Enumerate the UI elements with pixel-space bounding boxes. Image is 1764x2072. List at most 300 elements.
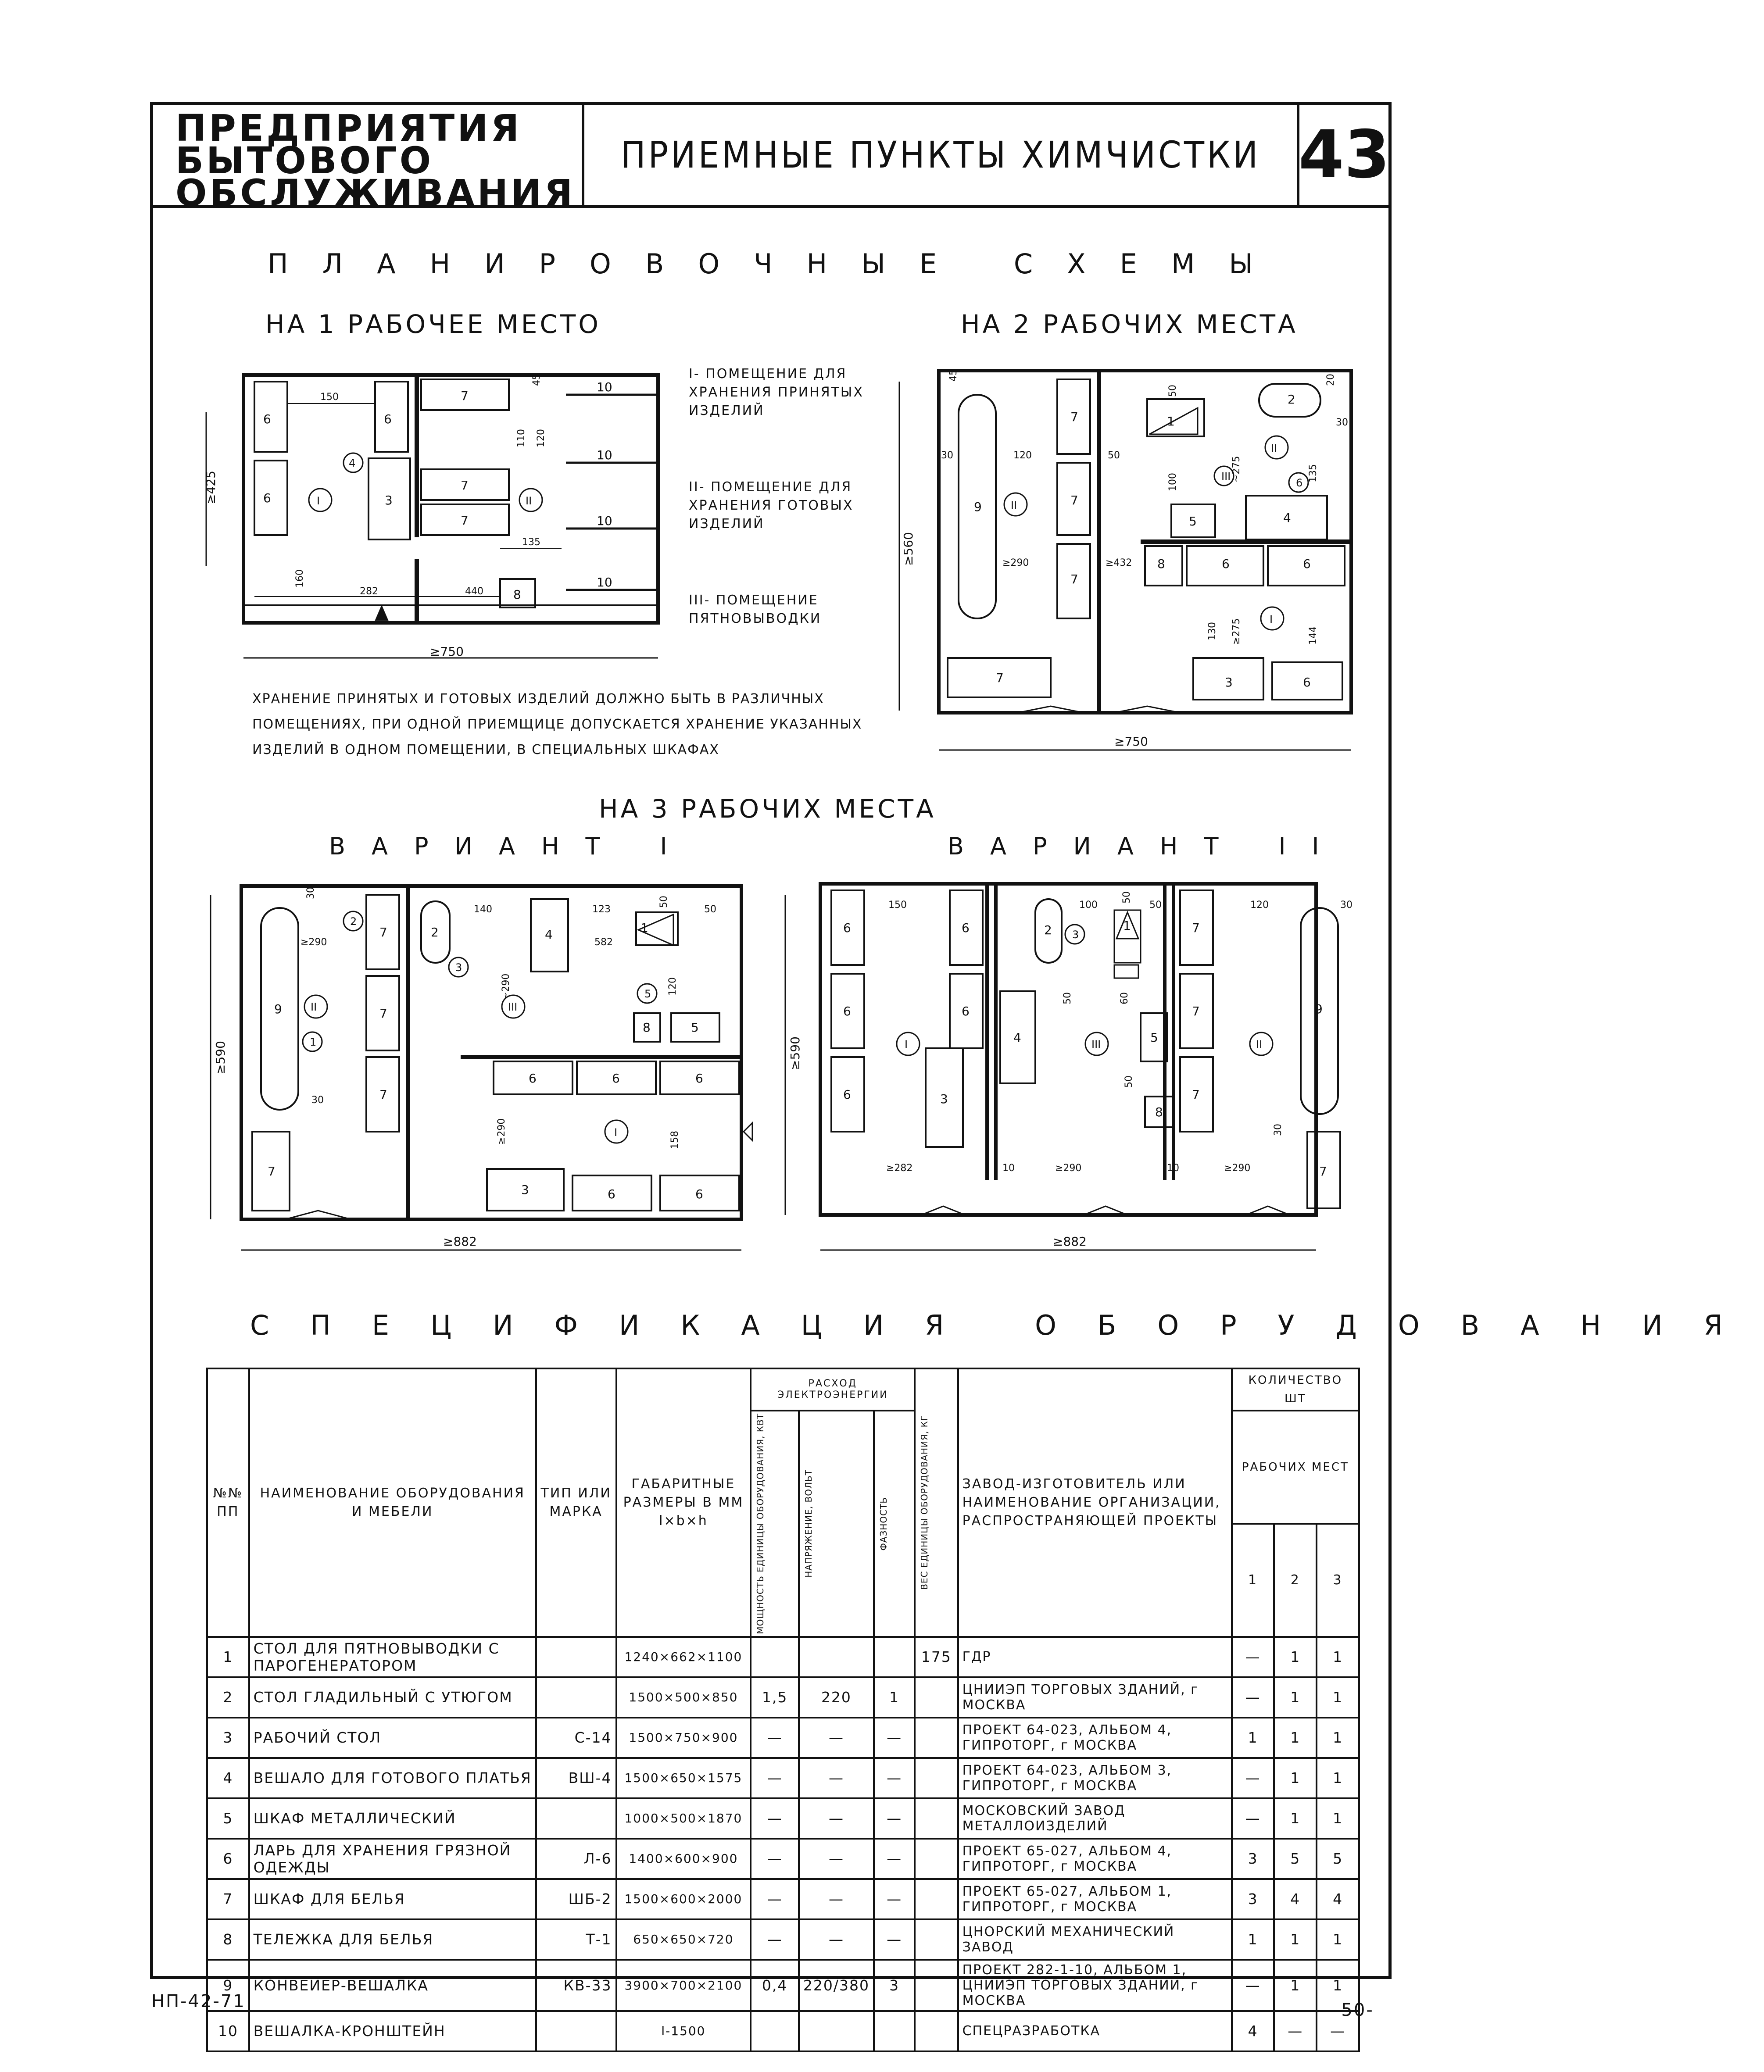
cell-maker: МОСКОВСКИЙ ЗАВОД МЕТАЛЛОИЗДЕЛИЙ <box>958 1798 1232 1839</box>
svg-text:3: 3 <box>940 1092 948 1106</box>
plan4-dim-10: 10 <box>1002 1163 1015 1174</box>
cell-name: СТОЛ ДЛЯ ПЯТНОВЫВОДКИ С ПАРОГЕНЕРАТОРОМ <box>249 1637 536 1677</box>
plan2-dim-135: 135 <box>1308 464 1319 482</box>
cell-q1: 3 <box>1232 1839 1274 1879</box>
svg-text:7: 7 <box>461 389 469 403</box>
svg-text:7: 7 <box>379 1006 387 1021</box>
cell-dims: 1240×662×1100 <box>616 1637 751 1677</box>
svg-text:6: 6 <box>1296 477 1303 489</box>
plan1-dim-135: 135 <box>522 537 540 548</box>
cell-dims: 650×650×720 <box>616 1919 751 1960</box>
plan1-dim-120: 120 <box>536 429 547 447</box>
page-number: -50- <box>1334 2000 1374 2020</box>
plan4-dim-10b: 10 <box>1167 1163 1179 1174</box>
svg-text:8: 8 <box>1157 557 1165 571</box>
plan2-dim-120: 120 <box>1013 450 1032 461</box>
cell-q2: 5 <box>1274 1839 1317 1879</box>
col-num: №№ ПП <box>207 1368 249 1637</box>
cell-name: ШКАФ ДЛЯ БЕЛЬЯ <box>249 1879 536 1919</box>
svg-text:2: 2 <box>431 925 439 940</box>
cell-maker: ПРОЕКТ 64-023, АЛЬБОМ 4, ГИПРОТОРГ, г МОСКВА <box>958 1718 1232 1758</box>
svg-text:5: 5 <box>1150 1030 1158 1045</box>
svg-text:7: 7 <box>1319 1164 1327 1179</box>
cell-power: 1,5 <box>751 1677 799 1718</box>
svg-text:1: 1 <box>1167 414 1175 429</box>
table-row <box>207 1919 1359 1960</box>
svg-text:6: 6 <box>384 412 392 426</box>
cell-n: 7 <box>207 1879 249 1919</box>
cell-q3: 1 <box>1317 1637 1359 1677</box>
svg-text:4: 4 <box>1283 511 1291 525</box>
svg-text:7: 7 <box>379 1087 387 1102</box>
svg-text:1: 1 <box>310 1036 317 1048</box>
cell-type: ВШ-4 <box>536 1758 616 1798</box>
spec-table <box>206 1368 1360 2052</box>
plan3-dim-290v: ~290 <box>501 973 512 1000</box>
plan4-dim-60: 60 <box>1119 992 1130 1004</box>
cell-power: — <box>751 1879 799 1919</box>
plan4-dim-50d: 50 <box>1124 1075 1134 1088</box>
cell-q1: 3 <box>1232 1879 1274 1919</box>
cell-phase: — <box>874 1718 915 1758</box>
plan3-dim-50: 50 <box>658 896 669 908</box>
svg-text:4: 4 <box>1013 1030 1021 1045</box>
plan1-dim-282: 282 <box>360 586 378 597</box>
svg-text:7: 7 <box>1192 921 1200 935</box>
plan3-dim-158: 158 <box>669 1131 680 1149</box>
cell-type <box>536 1677 616 1718</box>
cell-volt: — <box>799 1839 874 1879</box>
svg-text:7: 7 <box>996 671 1004 685</box>
plan4-dim-100: 100 <box>1079 900 1098 911</box>
svg-text:4: 4 <box>545 927 553 942</box>
svg-text:7: 7 <box>268 1164 276 1179</box>
col-dims-formula: l×b×h <box>659 1513 708 1529</box>
col-power-group: РАСХОД ЭЛЕКТРОЭНЕРГИИ <box>751 1368 915 1411</box>
cell-dims: 1500×500×850 <box>616 1677 751 1718</box>
plan3-dim-290: ≥290 <box>301 937 327 948</box>
col-type: ТИП ИЛИ МАРКА <box>536 1368 616 1637</box>
cell-q1: — <box>1232 1677 1274 1718</box>
svg-text:7: 7 <box>1070 410 1078 424</box>
svg-text:5: 5 <box>644 988 651 1000</box>
cell-dims: 1400×600×900 <box>616 1839 751 1879</box>
legend-i-text: ПОМЕЩЕНИЕ ДЛЯ ХРАНЕНИЯ ПРИНЯТЫХ ИЗДЕЛИЙ <box>689 366 864 418</box>
plan-1-drawing <box>202 360 684 675</box>
svg-text:3: 3 <box>455 961 462 974</box>
cell-name: РАБОЧИЙ СТОЛ <box>249 1718 536 1758</box>
cell-phase <box>874 1637 915 1677</box>
cell-q2: 1 <box>1274 1798 1317 1839</box>
svg-text:I: I <box>1270 613 1273 625</box>
cell-phase: — <box>874 1919 915 1960</box>
svg-text:I: I <box>614 1126 618 1139</box>
cell-q2: 4 <box>1274 1879 1317 1919</box>
legend-iii-num: III- <box>689 593 711 608</box>
svg-text:6: 6 <box>695 1187 703 1201</box>
svg-text:I: I <box>905 1038 908 1050</box>
cell-type <box>536 2011 616 2051</box>
table-row <box>207 1758 1359 1798</box>
svg-text:6: 6 <box>962 921 970 935</box>
cell-dims: 1500×750×900 <box>616 1718 751 1758</box>
plan2-dim-130: 130 <box>1207 622 1218 640</box>
plan4-dim-50c: 50 <box>1062 992 1073 1004</box>
plan-2-title: НА 2 РАБОЧИХ МЕСТА <box>961 309 1298 339</box>
plan-4-drawing <box>781 873 1369 1268</box>
cell-maker: ЦНОРСКИЙ МЕХАНИЧЕСКИЙ ЗАВОД <box>958 1919 1232 1960</box>
cell-power <box>751 2011 799 2051</box>
cell-weight <box>915 1677 958 1718</box>
cell-n: 6 <box>207 1839 249 1879</box>
cell-power: — <box>751 1718 799 1758</box>
cell-volt: 220/380 <box>799 1960 874 2011</box>
page-title: ПРИЕМНЫЕ ПУНКТЫ ХИМЧИСТКИ <box>620 133 1261 176</box>
cell-q3: 1 <box>1317 1798 1359 1839</box>
plans-section-title: ПЛАНИРОВОЧНЫЕ СХЕМЫ <box>268 248 1288 280</box>
svg-text:3: 3 <box>1225 675 1233 689</box>
svg-text:5: 5 <box>1189 514 1197 529</box>
plan4-dim-150: 150 <box>888 900 907 911</box>
cell-weight <box>915 1758 958 1798</box>
svg-text:9: 9 <box>1315 1002 1323 1016</box>
svg-text:6: 6 <box>263 491 271 505</box>
svg-text:4: 4 <box>349 457 356 469</box>
plan-3-title: НА 3 РАБОЧИХ МЕСТА <box>599 794 936 824</box>
cell-type <box>536 1637 616 1677</box>
cell-maker: ПРОЕКТ 64-023, АЛЬБОМ 3, ГИПРОТОРГ, г МОСКВА <box>958 1758 1232 1798</box>
cell-q2: 1 <box>1274 1758 1317 1798</box>
cell-n: 1 <box>207 1637 249 1677</box>
cell-weight <box>915 1879 958 1919</box>
cell-q3: 4 <box>1317 1879 1359 1919</box>
cell-maker: ЦНИИЭП ТОРГОВЫХ ЗДАНИЙ, г МОСКВА <box>958 1677 1232 1718</box>
plan2-dim-100: 100 <box>1167 473 1178 491</box>
svg-text:II: II <box>1011 499 1017 511</box>
plan1-dim-width: ≥750 <box>430 644 464 659</box>
cell-name: ТЕЛЕЖКА ДЛЯ БЕЛЬЯ <box>249 1919 536 1960</box>
svg-text:2: 2 <box>1044 923 1052 937</box>
cell-maker: СПЕЦРАЗРАБОТКА <box>958 2011 1232 2051</box>
svg-text:8: 8 <box>1155 1105 1163 1119</box>
svg-text:6: 6 <box>1303 675 1311 689</box>
cell-n: 10 <box>207 2011 249 2051</box>
variant-1-title: ВАРИАНТ I <box>329 832 694 860</box>
svg-text:7: 7 <box>379 925 387 940</box>
col-power: МОЩНОСТЬ ЕДИНИЦЫ ОБОРУДОВАНИЯ, КВТ <box>751 1411 799 1637</box>
plan4-dim-120: 120 <box>1250 900 1269 911</box>
legend-ii <box>689 478 886 533</box>
cell-phase: 3 <box>874 1960 915 2011</box>
svg-text:II: II <box>1271 442 1277 454</box>
cell-power: — <box>751 1919 799 1960</box>
plan4-dim-height: ≥590 <box>788 1036 802 1070</box>
svg-text:10: 10 <box>597 514 612 528</box>
cell-q3: 1 <box>1317 1919 1359 1960</box>
svg-text:7: 7 <box>1070 493 1078 507</box>
legend-iii-text: ПОМЕЩЕНИЕ ПЯТНОВЫВОДКИ <box>689 593 822 626</box>
cell-weight <box>915 1798 958 1839</box>
cell-phase: 1 <box>874 1677 915 1718</box>
spec-section-title: СПЕЦИФИКАЦИЯ ОБОРУДОВАНИЯ <box>250 1309 1764 1341</box>
plan4-dim-30b: 30 <box>1273 1124 1284 1136</box>
cell-n: 2 <box>207 1677 249 1718</box>
table-row <box>207 1798 1359 1839</box>
cell-n: 5 <box>207 1798 249 1839</box>
cell-type: Л-6 <box>536 1839 616 1879</box>
plan4-dim-50b: 50 <box>1149 900 1162 911</box>
col-q2: 2 <box>1274 1524 1317 1637</box>
svg-text:7: 7 <box>1192 1004 1200 1018</box>
org-line-2: БЫТОВОГО <box>175 139 434 182</box>
col-q3: 3 <box>1317 1524 1359 1637</box>
org-line-3: ОБСЛУЖИВАНИЯ <box>175 171 576 214</box>
table-row <box>207 2011 1359 2051</box>
storage-note: ХРАНЕНИЕ ПРИНЯТЫХ И ГОТОВЫХ ИЗДЕЛИЙ ДОЛЖНО БЫТЬ В РАЗЛИЧНЫХ ПОМЕЩЕНИЯХ, ПРИ ОДНОЙ ПРИЕМЩИЦЕ ДОПУСКАЕТСЯ ХРАНЕНИЕ УКАЗАННЫХ ИЗДЕЛИЙ В ОДНОМ ПОМЕЩЕНИИ, В СПЕЦИАЛЬНЫХ ШКАФАХ <box>252 691 862 757</box>
cell-dims: l-1500 <box>616 2011 751 2051</box>
cell-dims: 3900×700×2100 <box>616 1960 751 2011</box>
plan1-dim-160: 160 <box>294 569 305 588</box>
cell-maker: ГДР <box>958 1637 1232 1677</box>
plan1-dim-150: 150 <box>320 392 339 403</box>
svg-text:6: 6 <box>612 1071 620 1086</box>
sheet-number: 43 <box>1298 117 1390 193</box>
legend-ii-num: II- <box>689 479 705 495</box>
cell-q2: 1 <box>1274 1718 1317 1758</box>
cell-q1: — <box>1232 1960 1274 2011</box>
legend-iii <box>689 591 886 628</box>
cell-q1: 1 <box>1232 1718 1274 1758</box>
cell-maker: ПРОЕКТ 282-1-10, АЛЬБОМ 1, ЦНИИЭП ТОРГОВЫХ ЗДАНИЙ, г МОСКВА <box>958 1960 1232 2011</box>
cell-volt: — <box>799 1919 874 1960</box>
col-voltage: НАПРЯЖЕНИЕ, ВОЛЬТ <box>799 1411 874 1637</box>
svg-text:10: 10 <box>597 575 612 589</box>
cell-type: КВ-33 <box>536 1960 616 2011</box>
cell-power: 0,4 <box>751 1960 799 2011</box>
svg-text:III: III <box>1221 470 1231 482</box>
col-dims <box>616 1368 751 1637</box>
plan4-dim-290: ≥290 <box>1055 1163 1082 1174</box>
cell-volt: — <box>799 1718 874 1758</box>
cell-q3: 1 <box>1317 1758 1359 1798</box>
plan-2-drawing <box>895 360 1386 776</box>
plan2-dim-width: ≥750 <box>1114 734 1148 749</box>
col-q1: 1 <box>1232 1524 1274 1637</box>
plan3-dim-30b: 30 <box>311 1095 324 1106</box>
legend-i-num: I- <box>689 366 700 382</box>
plan3-dim-290b: ≥290 <box>496 1118 507 1145</box>
plan3-dim-30: 30 <box>305 887 316 899</box>
plan1-dim-110: 110 <box>516 429 527 447</box>
cell-q2: 1 <box>1274 1919 1317 1960</box>
cell-phase: — <box>874 1798 915 1839</box>
cell-q3: 1 <box>1317 1960 1359 2011</box>
plan2-dim-30: 30 <box>941 450 953 461</box>
table-row <box>207 1960 1359 2011</box>
cell-weight <box>915 2011 958 2051</box>
plan3-dim-120: 120 <box>667 977 678 996</box>
svg-text:III: III <box>508 1001 518 1013</box>
plan2-dim-45: 45 <box>948 369 959 382</box>
plan3-dim-height: ≥590 <box>213 1041 228 1075</box>
svg-text:3: 3 <box>385 493 393 507</box>
cell-power <box>751 1637 799 1677</box>
svg-text:8: 8 <box>643 1020 651 1035</box>
svg-text:II: II <box>311 1001 317 1013</box>
cell-volt: — <box>799 1879 874 1919</box>
plan2-dim-20: 20 <box>1325 374 1336 386</box>
plan3-dim-582: 582 <box>594 937 613 948</box>
plan2-dim-height: ≥560 <box>901 532 916 566</box>
cell-q3: 1 <box>1317 1677 1359 1718</box>
cell-weight <box>915 1919 958 1960</box>
cell-weight <box>915 1718 958 1758</box>
legend-ii-text: ПОМЕЩЕНИЕ ДЛЯ ХРАНЕНИЯ ГОТОВЫХ ИЗДЕЛИЙ <box>689 479 854 532</box>
cell-n: 4 <box>207 1758 249 1798</box>
cell-maker: ПРОЕКТ 65-027, АЛЬБОМ 4, ГИПРОТОРГ, г МОСКВА <box>958 1839 1232 1879</box>
svg-text:6: 6 <box>1222 557 1230 571</box>
cell-power: — <box>751 1798 799 1839</box>
plan3-dim-123: 123 <box>592 904 611 915</box>
svg-text:9: 9 <box>274 1002 282 1016</box>
col-weight: ВЕС ЕДИНИЦЫ ОБОРУДОВАНИЯ, КГ <box>915 1368 958 1637</box>
plan4-dim-50: 50 <box>1121 891 1132 904</box>
svg-text:7: 7 <box>1192 1087 1200 1102</box>
plan3-dim-50b: 50 <box>704 904 716 915</box>
table-row <box>207 1677 1359 1718</box>
plan2-dim-50: 50 <box>1108 450 1120 461</box>
cell-dims: 1000×500×1870 <box>616 1798 751 1839</box>
cell-q3: — <box>1317 2011 1359 2051</box>
table-row <box>207 1879 1359 1919</box>
svg-text:10: 10 <box>597 448 612 462</box>
plan-3-drawing <box>206 873 759 1285</box>
col-maker: ЗАВОД-ИЗГОТОВИТЕЛЬ ИЛИ НАИМЕНОВАНИЕ ОРГАНИЗАЦИИ, РАСПРОСТРАНЯЮЩЕЙ ПРОЕКТЫ <box>958 1368 1232 1637</box>
cell-volt: — <box>799 1798 874 1839</box>
cell-power: — <box>751 1758 799 1798</box>
plan3-dim-140: 140 <box>474 904 492 915</box>
plan1-dim-45: 45 <box>531 374 542 386</box>
svg-text:6: 6 <box>962 1004 970 1018</box>
cell-type: Т-1 <box>536 1919 616 1960</box>
svg-text:3: 3 <box>521 1182 529 1197</box>
cell-power: — <box>751 1839 799 1879</box>
cell-dims: 1500×650×1575 <box>616 1758 751 1798</box>
cell-phase: — <box>874 1879 915 1919</box>
cell-type: ШБ-2 <box>536 1879 616 1919</box>
table-row <box>207 1839 1359 1879</box>
cell-phase: — <box>874 1839 915 1879</box>
svg-text:1: 1 <box>1123 918 1131 933</box>
org-line-1: ПРЕДПРИЯТИЯ <box>175 107 522 150</box>
cell-q2: 1 <box>1274 1637 1317 1677</box>
svg-text:3: 3 <box>1072 929 1079 941</box>
cell-q1: 4 <box>1232 2011 1274 2051</box>
plan2-dim-30b: 30 <box>1336 417 1348 428</box>
svg-text:6: 6 <box>529 1071 537 1086</box>
cell-q2: 1 <box>1274 1677 1317 1718</box>
cell-type <box>536 1798 616 1839</box>
svg-text:6: 6 <box>263 412 271 426</box>
svg-text:2: 2 <box>1288 392 1295 407</box>
cell-q3: 1 <box>1317 1718 1359 1758</box>
svg-text:2: 2 <box>350 915 357 928</box>
document-code: НП-42-71 <box>151 1991 246 2011</box>
col-qty-group: КОЛИЧЕСТВО ШТ <box>1232 1368 1359 1411</box>
cell-name: ШКАФ МЕТАЛЛИЧЕСКИЙ <box>249 1798 536 1839</box>
col-name: НАИМЕНОВАНИЕ ОБОРУДОВАНИЯ И МЕБЕЛИ <box>249 1368 536 1637</box>
svg-text:6: 6 <box>695 1071 703 1086</box>
cell-phase: — <box>874 1758 915 1798</box>
svg-text:7: 7 <box>461 513 469 528</box>
cell-volt: — <box>799 1758 874 1798</box>
cell-maker: ПРОЕКТ 65-027, АЛЬБОМ 1, ГИПРОТОРГ, г МОСКВА <box>958 1879 1232 1919</box>
svg-text:5: 5 <box>691 1020 699 1035</box>
col-phase: ФАЗНОСТЬ <box>874 1411 915 1637</box>
cell-phase <box>874 2011 915 2051</box>
cell-q1: 1 <box>1232 1919 1274 1960</box>
svg-text:1: 1 <box>640 921 648 935</box>
cell-volt <box>799 1637 874 1677</box>
svg-text:6: 6 <box>843 921 851 935</box>
cell-weight <box>915 1960 958 2011</box>
variant-2-title: ВАРИАНТ II <box>948 832 1345 860</box>
cell-n: 8 <box>207 1919 249 1960</box>
col-qty-sub: РАБОЧИХ МЕСТ <box>1232 1411 1359 1524</box>
svg-text:III: III <box>1091 1038 1101 1050</box>
svg-text:7: 7 <box>1070 572 1078 586</box>
cell-name: КОНВЕЙЕР-ВЕШАЛКА <box>249 1960 536 2011</box>
cell-n: 3 <box>207 1718 249 1758</box>
cell-volt: 220 <box>799 1677 874 1718</box>
plan1-dim-height: ≥425 <box>204 471 218 504</box>
cell-volt <box>799 2011 874 2051</box>
svg-text:I: I <box>317 495 320 507</box>
cell-name: ВЕШАЛКА-КРОНШТЕЙН <box>249 2011 536 2051</box>
cell-q1: — <box>1232 1637 1274 1677</box>
cell-q2: — <box>1274 2011 1317 2051</box>
svg-text:6: 6 <box>843 1087 851 1102</box>
svg-text:8: 8 <box>513 587 521 602</box>
svg-text:6: 6 <box>608 1187 615 1201</box>
cell-q1: — <box>1232 1758 1274 1798</box>
svg-text:II: II <box>1256 1038 1263 1050</box>
plan2-dim-275b: ≥275 <box>1231 618 1242 645</box>
plan3-dim-width: ≥882 <box>443 1234 477 1249</box>
cell-n: 9 <box>207 1960 249 2011</box>
svg-text:7: 7 <box>461 478 469 493</box>
cell-weight: 175 <box>915 1637 958 1677</box>
table-row <box>207 1637 1359 1677</box>
svg-text:II: II <box>526 495 532 507</box>
plan2-dim-144: 144 <box>1308 626 1319 645</box>
plan2-dim-275: ~275 <box>1231 456 1242 482</box>
cell-name: СТОЛ ГЛАДИЛЬНЫЙ С УТЮГОМ <box>249 1677 536 1718</box>
cell-dims: 1500×600×2000 <box>616 1879 751 1919</box>
cell-q2: 1 <box>1274 1960 1317 2011</box>
plan2-dim-432: ≥432 <box>1106 557 1132 568</box>
cell-name: ВЕШАЛО ДЛЯ ГОТОВОГО ПЛАТЬЯ <box>249 1758 536 1798</box>
plan4-dim-width: ≥882 <box>1053 1234 1087 1249</box>
col-dims-label: ГАБАРИТНЫЕ РАЗМЕРЫ В ММ <box>623 1476 744 1510</box>
table-row <box>207 1718 1359 1758</box>
plan2-dim-290: ≥290 <box>1002 557 1029 568</box>
cell-type: С-14 <box>536 1718 616 1758</box>
plan4-dim-282: ≥282 <box>886 1163 913 1174</box>
plan4-dim-30: 30 <box>1340 900 1353 911</box>
cell-name: ЛАРЬ ДЛЯ ХРАНЕНИЯ ГРЯЗНОЙ ОДЕЖДЫ <box>249 1839 536 1879</box>
svg-text:6: 6 <box>843 1004 851 1018</box>
